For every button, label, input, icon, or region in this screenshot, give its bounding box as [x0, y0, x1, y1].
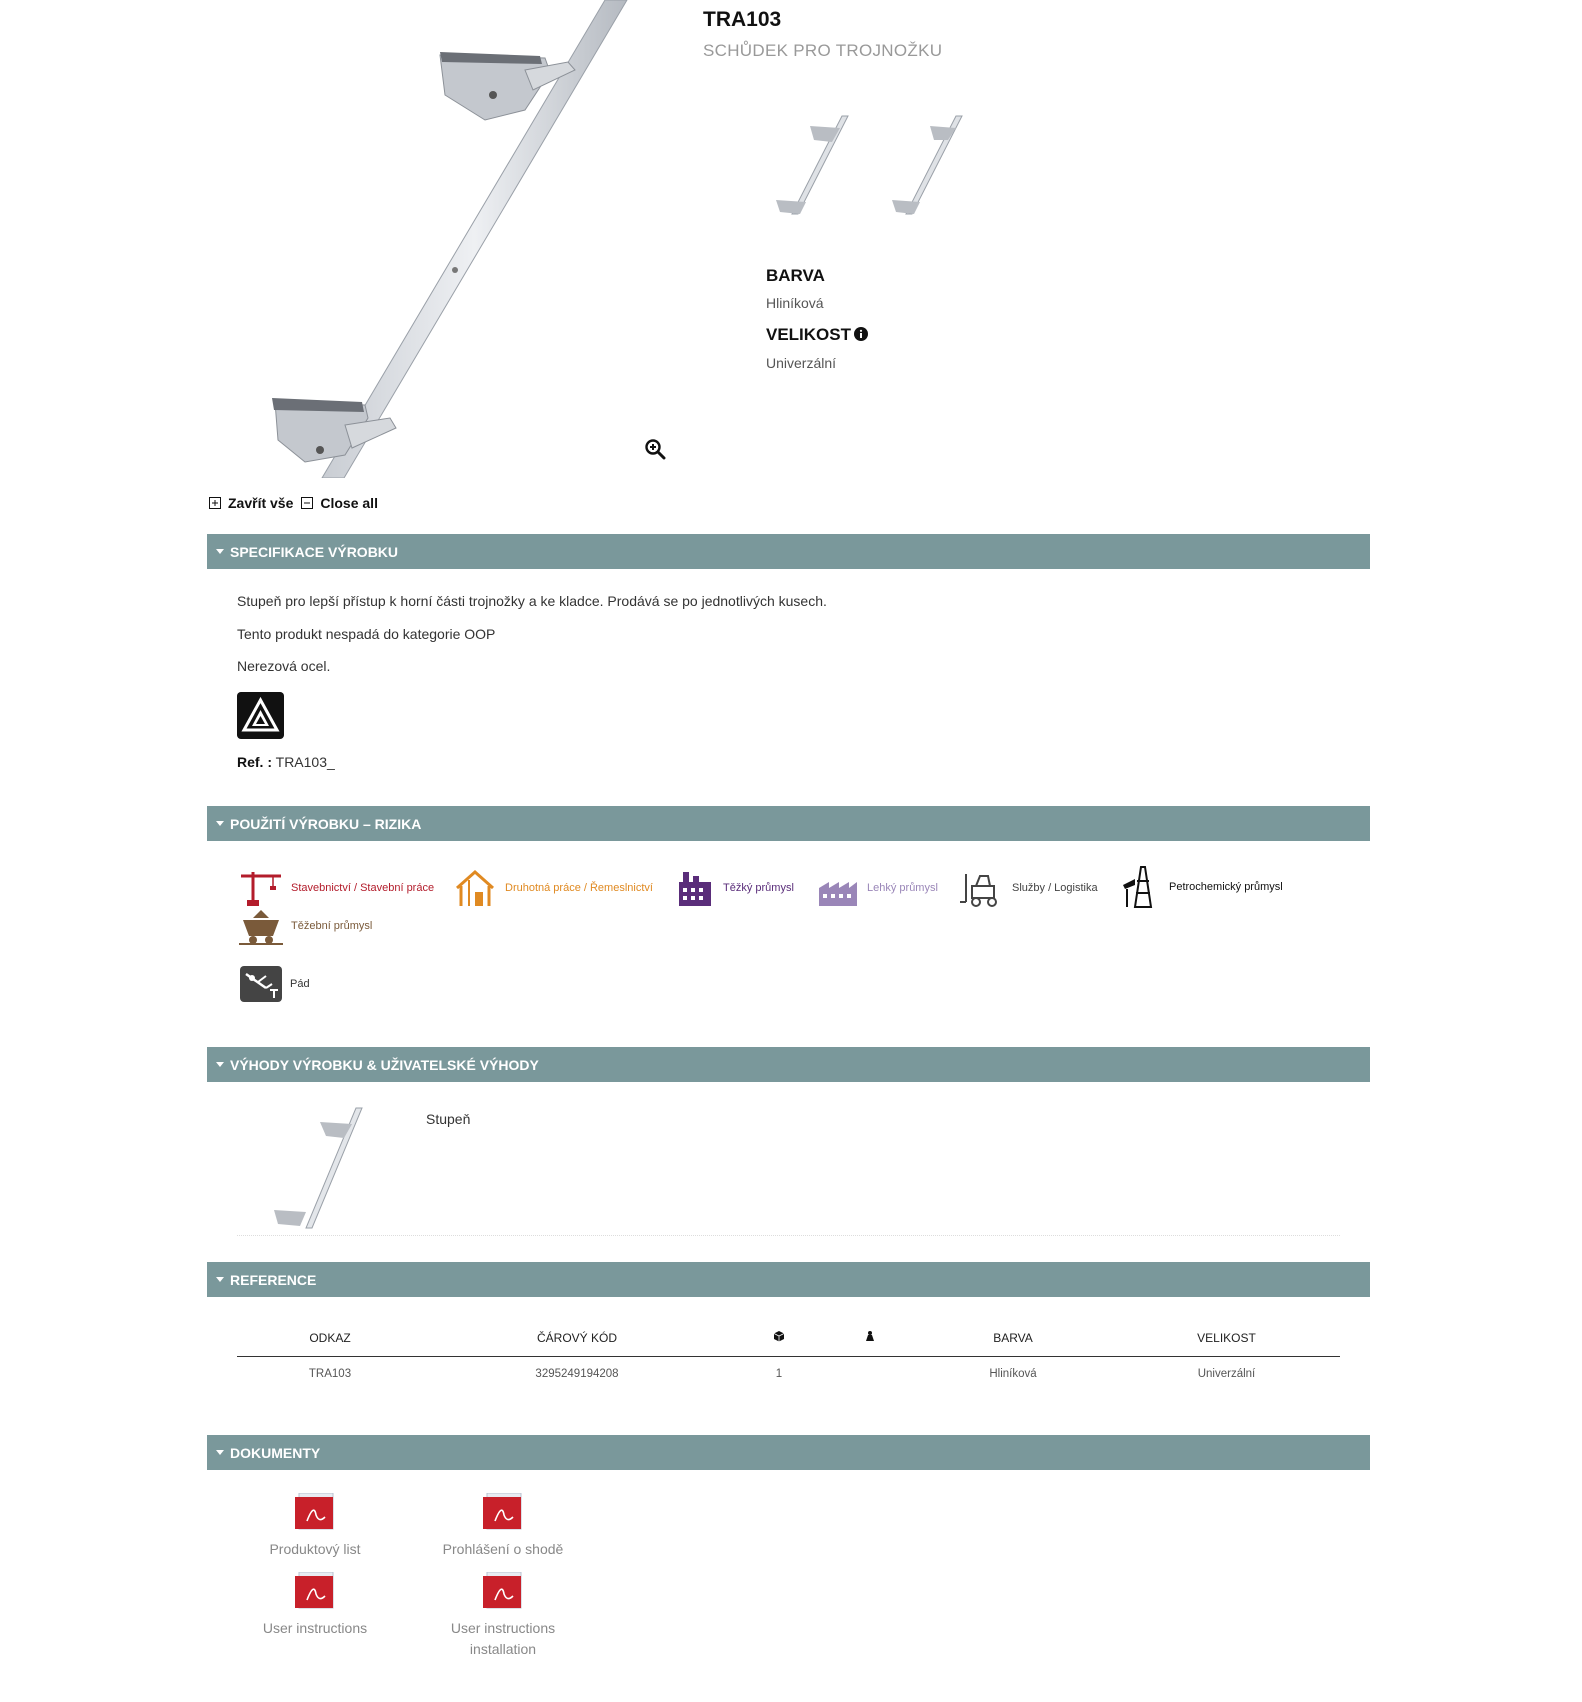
section-advantages-title: VÝHODY VÝROBKU & UŽIVATELSKÉ VÝHODY — [230, 1056, 539, 1073]
thumbnail-2[interactable] — [886, 110, 972, 220]
document-label: User instructions — [262, 1620, 368, 1636]
caret-down-icon — [216, 1062, 224, 1067]
cell-barcode: 3295249194208 — [535, 1368, 619, 1381]
section-spec-header[interactable] — [207, 534, 1370, 569]
col-ref: ODKAZ — [237, 1320, 423, 1356]
oil-pump-icon — [1121, 865, 1161, 909]
section-spec-title: SPECIFIKACE VÝROBKU — [230, 543, 399, 560]
en-certification-icon — [237, 692, 284, 739]
industry-petrochemical — [1121, 865, 1283, 909]
industry-light — [817, 868, 938, 908]
pdf-icon — [293, 1572, 337, 1612]
person-icon — [864, 1330, 876, 1342]
product-code: TRA103 — [703, 8, 782, 31]
fall-icon — [240, 966, 282, 1002]
document-label: Produktový list — [269, 1541, 361, 1557]
caret-down-icon — [216, 1450, 224, 1455]
spec-line-1: Stupeň pro lepší přístup k horní části trojnožky a ke kladce. Prodává se po jednotlivých kusech. — [237, 593, 827, 609]
industry-label: Těžební průmysl — [291, 920, 373, 932]
cell-ref: TRA103 — [308, 1368, 352, 1381]
expand-all-label: Zavřít vše — [228, 495, 294, 511]
industry-label: Těžký průmysl — [723, 882, 794, 894]
col-color: BARVA — [913, 1320, 1113, 1356]
size-label: VELIKOST — [766, 325, 852, 344]
col-person — [827, 1320, 913, 1356]
expand-all-button[interactable] — [209, 495, 293, 511]
heavy-factory-icon — [675, 868, 715, 908]
thumbnail-gallery — [772, 110, 972, 220]
house-icon — [453, 868, 497, 908]
section-reference-title: REFERENCE — [230, 1271, 317, 1288]
zoom-in-icon[interactable] — [644, 438, 666, 460]
document-label: User instructions installation — [450, 1620, 556, 1657]
size-label-row — [766, 325, 868, 345]
cell-qty: 1 — [775, 1368, 783, 1381]
industry-logistics — [960, 868, 1098, 908]
advantage-label: Stupeň — [426, 1111, 471, 1127]
spec-reference — [237, 754, 335, 770]
col-barcode: ČÁROVÝ KÓD — [423, 1320, 731, 1356]
section-usage-title: POUŽITÍ VÝROBKU – RIZIKA — [230, 815, 422, 832]
color-label: BARVA — [766, 266, 825, 285]
col-box — [731, 1320, 827, 1356]
ref-label: Ref. : — [237, 754, 272, 770]
crane-icon — [239, 868, 283, 908]
document-link[interactable] — [230, 1493, 400, 1560]
plus-square-icon — [209, 497, 221, 509]
col-size: VELIKOST — [1113, 1320, 1340, 1356]
industry-label: Stavebnictví / Stavební práce — [291, 882, 435, 894]
pdf-icon — [481, 1493, 525, 1533]
pdf-icon — [481, 1572, 525, 1612]
product-name: SCHŮDEK PRO TROJNOŽKU — [703, 41, 943, 60]
cell-size: Univerzální — [1197, 1368, 1256, 1381]
close-all-label: Close all — [320, 495, 378, 511]
divider — [237, 1235, 1340, 1236]
size-value: Univerzální — [766, 355, 837, 371]
industry-label: Druhotná práce / Řemeslnictví — [505, 882, 653, 894]
section-documents-title: DOKUMENTY — [230, 1444, 321, 1461]
pdf-icon — [293, 1493, 337, 1533]
reference-table — [237, 1320, 1340, 1392]
document-link[interactable] — [418, 1493, 588, 1560]
industry-construction — [239, 868, 434, 908]
industry-label: Služby / Logistika — [1012, 882, 1098, 894]
advantage-image — [270, 1106, 370, 1230]
caret-down-icon — [216, 821, 224, 826]
section-advantages-header[interactable] — [207, 1047, 1370, 1082]
light-factory-icon — [817, 868, 859, 908]
table-header-row — [237, 1320, 1340, 1356]
cell-weight — [827, 1356, 913, 1392]
document-label: Prohlášení o shodě — [442, 1541, 564, 1557]
close-all-button[interactable] — [301, 495, 378, 511]
caret-down-icon — [216, 1277, 224, 1282]
spec-line-2: Tento produkt nespadá do kategorie OOP — [237, 626, 496, 642]
product-main-image[interactable] — [250, 0, 680, 478]
industry-label: Petrochemický průmysl — [1169, 881, 1283, 893]
document-link[interactable] — [230, 1572, 400, 1639]
industry-heavy — [675, 868, 794, 908]
box-icon — [773, 1330, 785, 1342]
industry-mining — [239, 906, 372, 946]
spec-line-3: Nerezová ocel. — [237, 658, 331, 674]
industry-crafts — [453, 868, 653, 908]
industry-label: Lehký průmysl — [867, 882, 938, 894]
forklift-icon — [960, 868, 1004, 908]
cell-color: Hliníková — [989, 1368, 1037, 1381]
section-toggles — [209, 495, 386, 511]
info-icon[interactable] — [854, 327, 868, 341]
risk-label: Pád — [290, 978, 310, 990]
mine-cart-icon — [239, 906, 283, 946]
minus-square-icon — [301, 497, 313, 509]
risk-fall — [240, 966, 310, 1002]
document-link[interactable] — [418, 1572, 588, 1660]
section-reference-header[interactable] — [207, 1262, 1370, 1297]
color-value: Hliníková — [766, 295, 824, 311]
section-usage-header[interactable] — [207, 806, 1370, 841]
ref-value: TRA103_ — [275, 754, 335, 770]
thumbnail-1[interactable] — [772, 110, 858, 220]
table-row — [237, 1356, 1340, 1392]
caret-down-icon — [216, 549, 224, 554]
section-documents-header[interactable] — [207, 1435, 1370, 1470]
